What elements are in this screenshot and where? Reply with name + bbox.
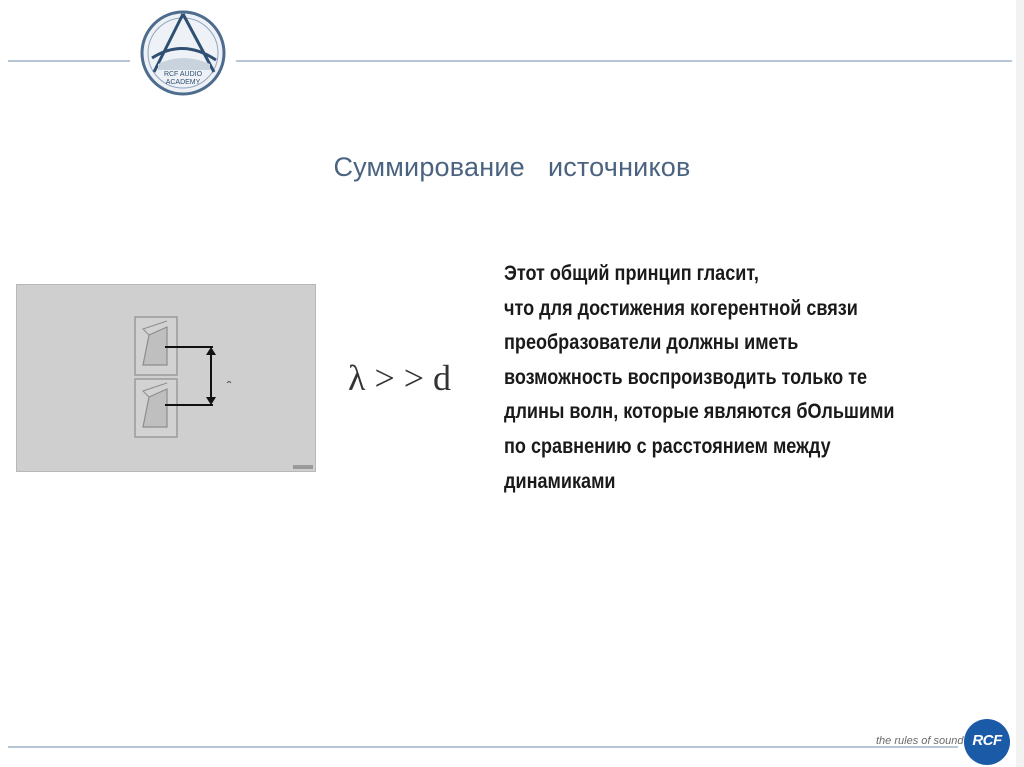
body-line: динамиками	[504, 469, 616, 493]
body-line: возможность воспроизводить только те	[504, 365, 868, 389]
body-line: Этот общий принцип гласит,	[504, 262, 759, 285]
lower-speaker-icon	[135, 379, 177, 437]
body-line: по сравнению с расстоянием между	[504, 434, 831, 458]
right-edge-strip	[1016, 0, 1024, 767]
body-line: что для достижения когерентной связи	[504, 296, 858, 320]
figure-credit-mark	[293, 465, 313, 469]
speaker-diagram	[16, 284, 316, 472]
footer-tagline: the rules of sound	[876, 735, 964, 747]
header-rule-right	[236, 60, 1012, 62]
logo-text-line2: ACADEMY	[165, 79, 201, 86]
body-line: преобразователи должны иметь	[504, 331, 799, 355]
rcf-brand-text: RCF	[972, 732, 1002, 749]
body-paragraph	[504, 257, 934, 499]
footer-rule	[8, 746, 958, 748]
body-line: длины волн, которые являются бОльшими	[504, 400, 895, 424]
logo-text-line1: RCF AUDIO	[163, 71, 203, 78]
formula-lambda-d: λ > > d	[348, 358, 452, 398]
rcf-academy-logo	[138, 8, 228, 98]
slide-title: Суммирование источников	[333, 152, 691, 182]
rcf-brand-logo	[964, 719, 1010, 765]
header-rule-left	[8, 60, 130, 62]
